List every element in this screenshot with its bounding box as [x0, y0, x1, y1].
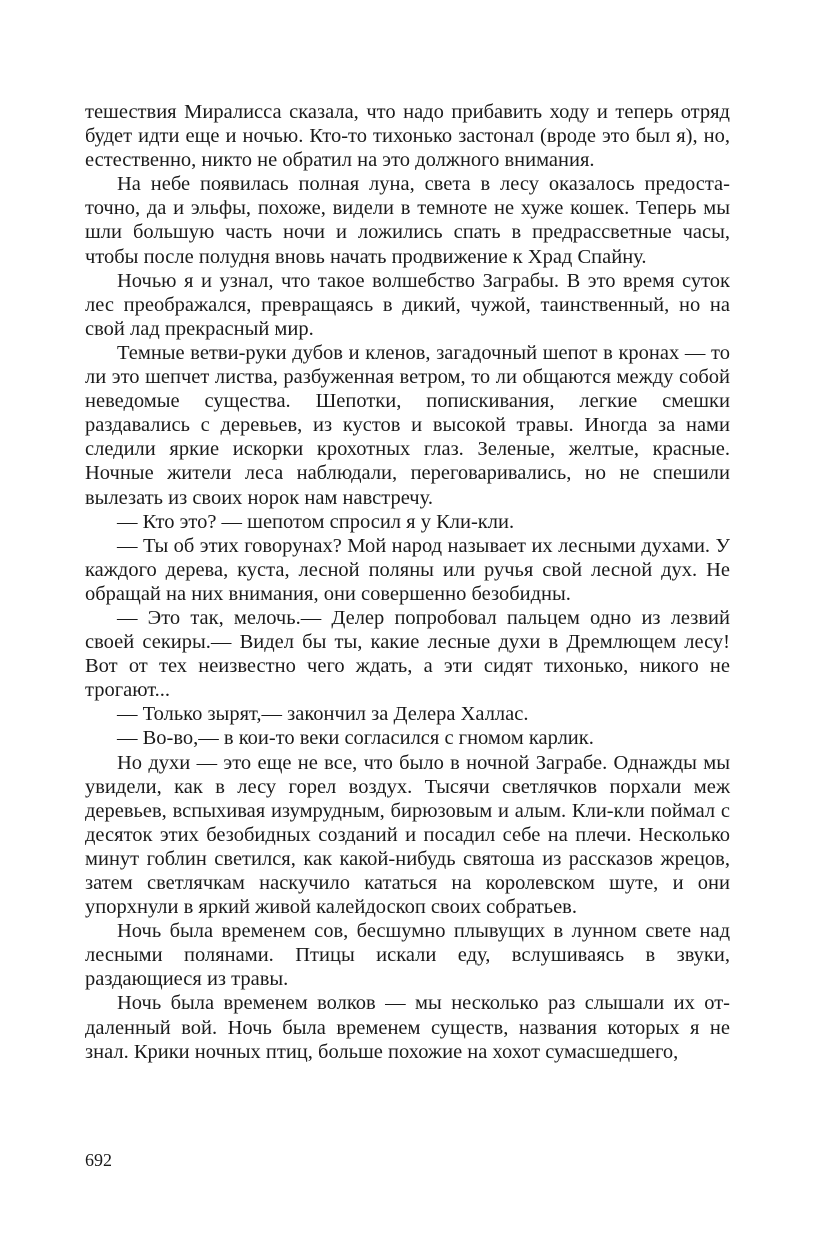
- paragraph: Ночь была временем сов, бесшумно плывущих в лунном свете над лесными полянами. Птицы искали еду, вслушиваясь в звуки, раздающиеся из травы.: [85, 920, 730, 991]
- paragraph: Темные ветви-руки дубов и кленов, загадочный шепот в кронах — то ли это шепчет листва, разбуженная ветром, то ли общаются между собой неведомые существа. Шепотки, попискивания, легкие смешки раздавались с деревьев, из кустов и высокой травы. Иногда за нами следили яркие искорки крохотных глаз. Зеленые, желтые, красные. Ночные жители леса наблюдали, переговаривались, но не спешили вылезать из своих норок нам навстречу.: [85, 341, 730, 509]
- paragraph: тешествия Миралисса сказала, что надо прибавить ходу и теперь отряд будет идти еще и ночью. Кто-то тихонько застонал (вроде это был я), но, естественно, никто не обратил на это должного внимания.: [85, 101, 730, 172]
- paragraph: Ночью я и узнал, что такое волшебство Заграбы. В это время суток лес преображался, превращаясь в дикий, чужой, таинственный, но на свой лад прекрасный мир.: [85, 269, 730, 340]
- paragraph: На небе появилась полная луна, света в лесу оказалось предостаточно, да и эльфы, похоже, видели в темноте не хуже кошек. Теперь мы шли большую часть ночи и ложились спать в предрассветные часы, чтобы после полудня вновь начать продвижение к Храд Спайну.: [85, 173, 730, 268]
- paragraph: — Только зырят,— закончил за Делера Халлас.: [117, 703, 529, 726]
- paragraph: — Это так, мелочь.— Делер попробовал пальцем одно из лезвий своей секиры.— Видел бы ты, какие лесные духи в Дремлющем лесу! Вот от тех неизвестно чего ждать, а эти сидят тихонько, никого не трогают...: [85, 606, 730, 702]
- paragraph: — Ты об этих говорунах? Мой народ называет их лесными духами. У каждого дерева, куста, лесной поляны или ручья свой лесной дух. Не обращай на них внимания, они совершенно безобидны.: [85, 534, 730, 605]
- paragraph: — Во-во,— в кои-то веки согласился с гномом карлик.: [117, 727, 594, 750]
- paragraph: Ночь была временем волков — мы несколько раз слышали их отдаленный вой. Ночь была временем существ, названия которых я не знал. Крики ночных птиц, больше похожие на хохот сумасшедшего,: [85, 992, 730, 1063]
- page-number: 692: [85, 1150, 112, 1170]
- page-body: [85, 100, 730, 1064]
- paragraph: — Кто это? — шепотом спросил я у Кли-кли.: [117, 510, 515, 533]
- paragraph: Но духи — это еще не все, что было в ночной Заграбе. Однажды мы увидели, как в лесу горел воздух. Тысячи светлячков порхали меж деревьев, вспыхивая изумрудным, бирюзовым и алым. Кли-кли поймал с десяток этих безобидных созданий и посадил себе на плечи. Несколько минут гоблин светился, как какой-нибудь святоша из рассказов жрецов, затем светлячкам наскучило кататься на королевском шуте, и они упорхнули в яркий живой калейдоскоп своих собратьев.: [85, 751, 730, 919]
